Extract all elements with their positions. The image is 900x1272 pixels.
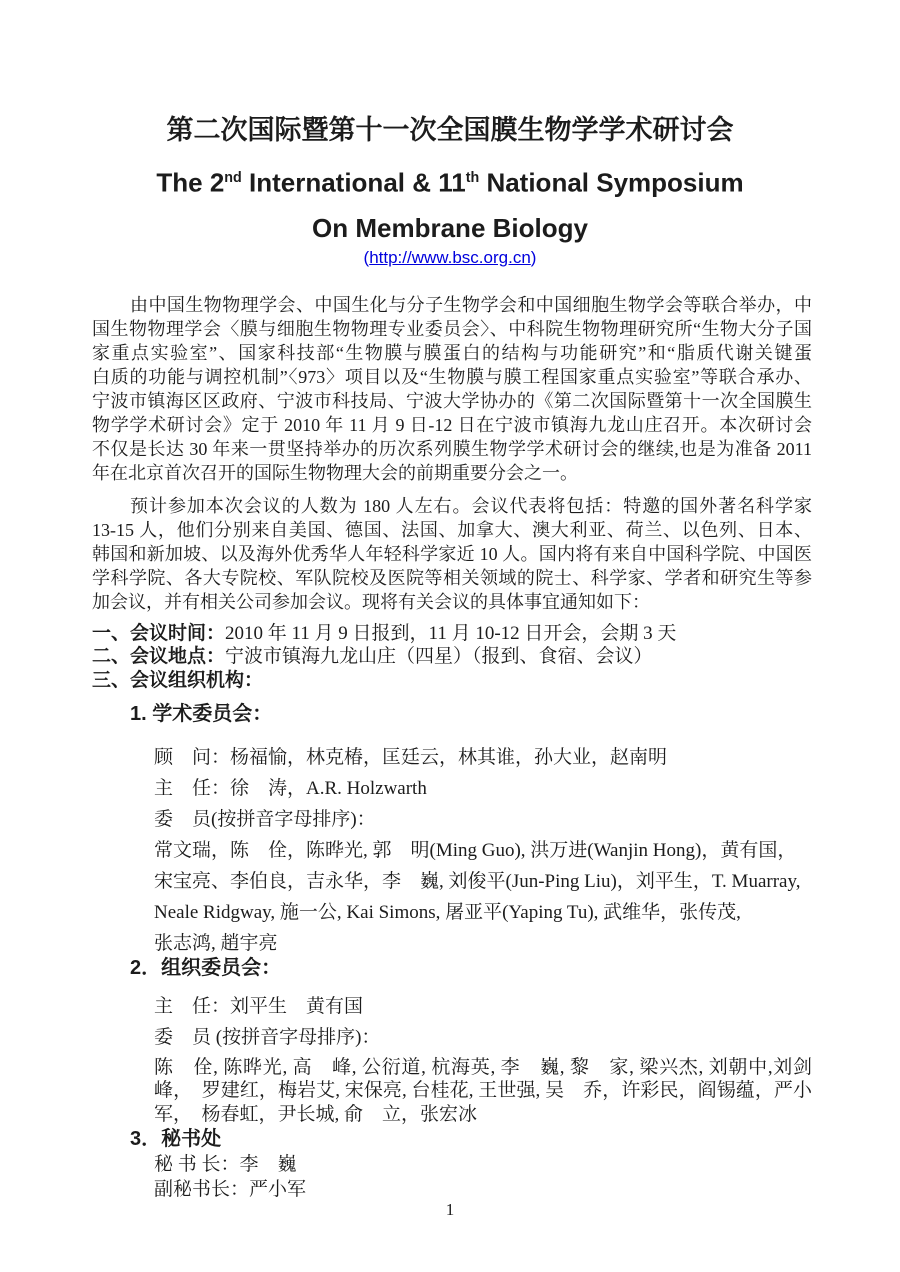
page-title-en-line1 [0,161,900,200]
item-label: 二、会议地点： [92,646,226,668]
paragraph-line: 韩国和新加坡、以及海外优秀华人年轻科学家近 10 人。国内将有来自中国科学院、中国医 [92,544,812,564]
page-title-zh: 第二次国际暨第十一次全国膜生物学学术研讨会 [166,115,734,145]
secretariat-line: 秘 书 长：李 巍 [154,1154,297,1175]
paren-close: ) [530,248,537,267]
item-text: 宁波市镇海九龙山庄（四星）（报到、食宿、会议） [225,646,653,668]
committee-line: 顾 问：杨福愉，林克椿，匡廷云，林其谁，孙大业，赵南明 [154,747,668,768]
committee-line: 常文瑞，陈 佺，陈晔光, 郭 明(Ming Guo), 洪万进(Wanjin Hong)，黄有国， [154,840,797,861]
committee-line: 陈 佺, 陈晔光, 高 峰, 公衍道, 杭海英, 李 巍, 黎 家, 梁兴杰, 刘朝中,刘剑 [154,1057,812,1078]
title-en-superscript: th [465,170,480,186]
page-number: 1 [445,1200,455,1219]
paragraph-line: 加会议，并有相关公司参加会议。现将有关会议的具体事宜通知如下： [92,592,650,612]
paragraph-line: 白质的功能与调控机制”〈973〉项目以及“生物膜与膜工程国家重点实验室”等联合承办、 [92,367,812,387]
committee-line: 宋宝亮、李伯良，吉永华，李 巍, 刘俊平(Jun-Ping Liu)，刘平生，T. Muarray, [154,871,801,892]
paragraph-line: 年在北京首次召开的国际生物物理大会的前期重要分会之一。 [92,463,578,483]
paragraph-line: 家重点实验室”、国家科技部“生物膜与膜蛋白的结构与功能研究”和“脂质代谢关键蛋 [92,343,812,363]
title-en-superscript: nd [224,170,242,186]
page-title-en-line2: On Membrane Biology [312,213,588,243]
website-link[interactable]: http://www.bsc.org.cn [369,248,531,267]
paragraph-line: 预计参加本次会议的人数为 180 人左右。会议代表将包括：特邀的国外著名科学家 [130,496,812,516]
title-en-segment: International & 11 [241,167,466,198]
section-heading-academic-committee: 1. 学术委员会： [130,703,273,725]
committee-line: 主 任：徐 涛，A.R. Holzwarth [154,778,427,799]
website-line [0,247,900,269]
paren-open: ( [363,248,370,267]
paragraph-line: 国生物物理学会〈膜与细胞生物物理专业委员会〉、中科院生物物理研究所“生物大分子国 [92,319,812,339]
title-en-segment: The 2 [156,167,225,198]
item-text: 2010 年 11 月 9 日报到，11 月 10-12 日开会，会期 3 天 [225,623,677,644]
paragraph-line: 由中国生物物理学会、中国生化与分子生物学会和中国细胞生物学会等联合举办，中 [130,295,812,315]
item-label: 三、会议组织机构： [92,669,264,691]
committee-line: 峰， 罗建红，梅岩艾, 宋保亮, 台桂花, 王世强, 吴 乔，许彩民，阎锡蕴，严小 [154,1080,812,1102]
committee-line: Neale Ridgway, 施一公, Kai Simons, 屠亚平(Yaping Tu), 武维华，张传茂, [154,902,741,923]
intro-paragraph-2 [92,494,812,614]
section-heading-secretariat: 3．秘书处 [130,1128,222,1150]
committee-line: 主 任：刘平生 黄有国 [154,996,364,1017]
paragraph-line: 13-15 人，他们分别来自美国、德国、法国、加拿大、澳大利亚、荷兰、以色列、日本、 [92,520,812,540]
section-heading-organizing-committee: 2．组织委员会： [130,957,282,979]
paragraph-line: 不仅是长达 30 年来一贯坚持举办的历次系列膜生物学学术研讨会的继续,也是为准备 2011 [92,439,812,459]
title-en-segment: National Symposium [479,167,744,198]
item-organization [92,669,812,692]
item-meeting-place [92,645,812,668]
item-label: 一、会议时间： [92,623,226,644]
organizing-committee-list [154,991,812,1126]
notice-items [92,622,812,692]
intro-paragraph-1 [92,293,812,485]
paragraph-line: 宁波市镇海区区政府、宁波市科技局、宁波大学协办的《第二次国际暨第十一次全国膜生 [92,391,812,411]
committee-line: 张志鸿, 趙宇亮 [154,933,278,954]
committee-line: 委 员(按拼音字母排序)： [154,809,376,830]
secretariat-list [154,1153,812,1202]
paragraph-line: 学科学院、各大专院校、军队院校及医院等相关领域的院士、科学家、学者和研究生等参 [92,568,812,588]
paragraph-line: 物学学术研讨会》定于 2010 年 11 月 9 日-12 日在宁波市镇海九龙山庄召开。本次研讨会 [92,415,812,435]
academic-committee-list [154,742,812,959]
committee-line: 军， 杨春虹，尹长城, 俞 立，张宏冰 [154,1103,478,1125]
committee-line: 委 员 (按拼音字母排序)： [154,1027,381,1048]
secretariat-line: 副秘书长：严小军 [154,1178,307,1200]
item-meeting-time [92,622,812,645]
